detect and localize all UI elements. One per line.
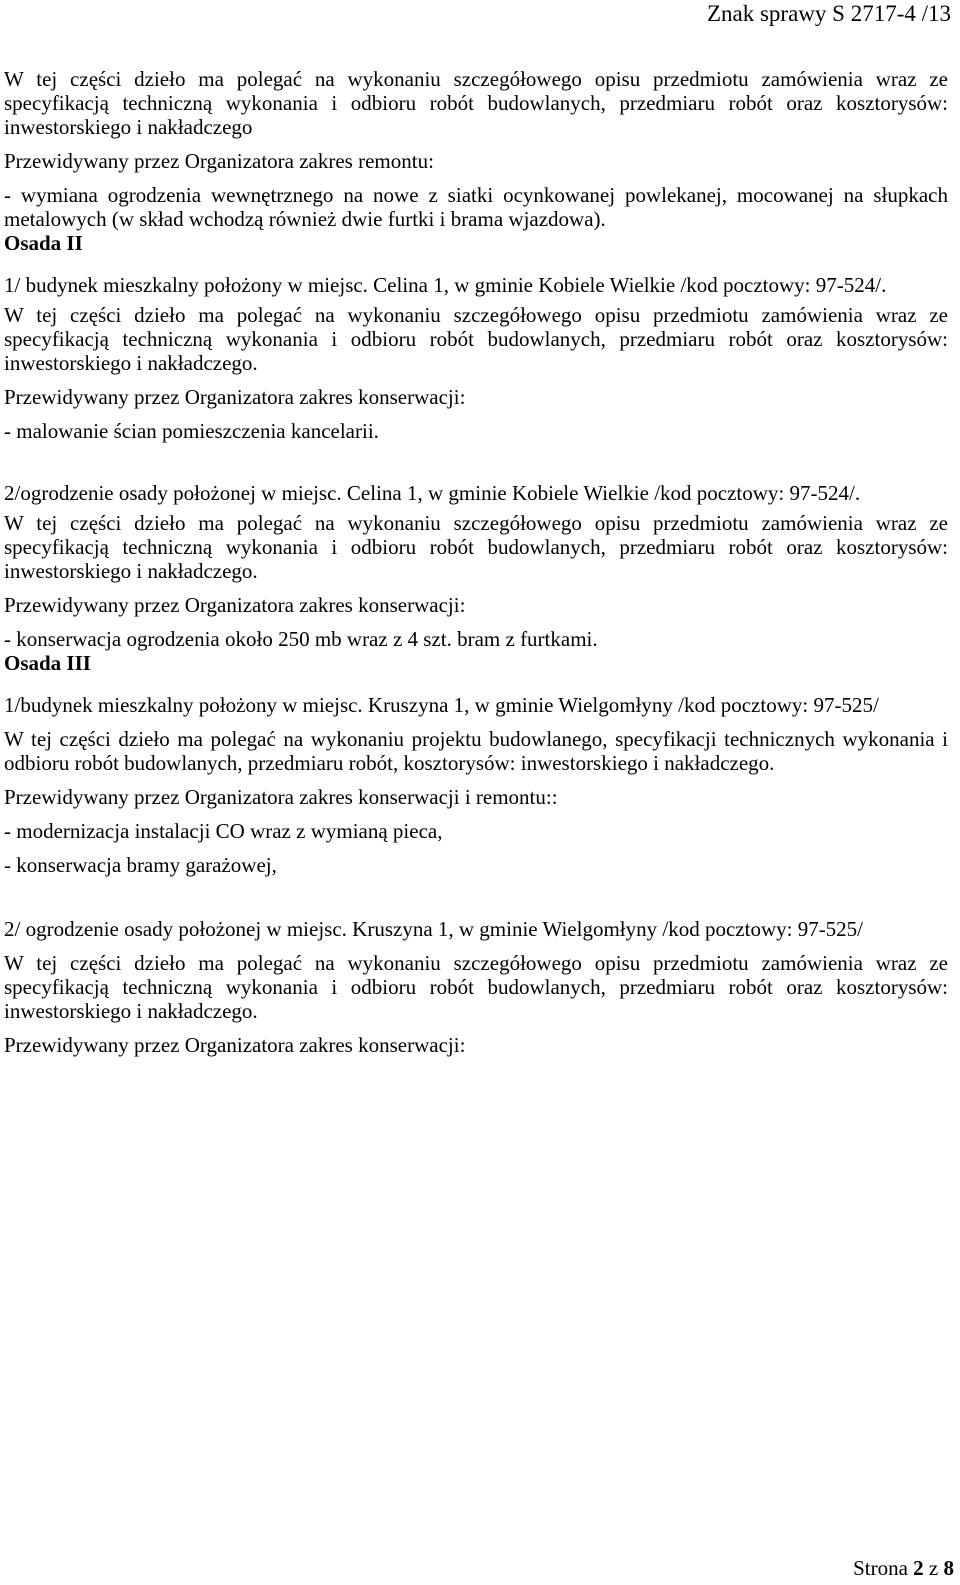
page-of: z <box>928 1556 939 1580</box>
heading-osada-ii: Osada II <box>4 231 83 255</box>
page-label: Strona <box>853 1556 908 1580</box>
paragraph-scope-osada2-building: W tej części dzieło ma polegać na wykonaniu szczegółowego opisu przedmiotu zamówienia wraz ze specyfikacją techniczną wykonania i odbioru robót budowlanych, przedmiaru robót oraz kosztorysów: inwestorskiego i nakładczego. <box>4 303 948 375</box>
paragraph-fence-replacement: - wymiana ogrodzenia wewnętrznego na nowe z siatki ocynkowanej powlekanej, mocowanej na słupkach metalowych (w skład wchodzą również dwie furtki i brama wjazdowa). <box>4 183 948 231</box>
paragraph-osada3-fence: 2/ ogrodzenie osady położonej w miejsc. Kruszyna 1, w gminie Wielgomłyny /kod pocztowy: 97-525/ <box>4 917 864 941</box>
paragraph-scope-osada1: W tej części dzieło ma polegać na wykonaniu szczegółowego opisu przedmiotu zamówienia wraz ze specyfikacją techniczną wykonania i odbioru robót budowlanych, przedmiaru robót oraz kosztorysów: inwestorskiego i nakładczego <box>4 67 948 139</box>
paragraph-osada2-fence: 2/ogrodzenie osady położonej w miejsc. Celina 1, w gminie Kobiele Wielkie /kod pocztowy: 97-524/. <box>4 481 861 505</box>
paragraph-scope-osada3-fence: W tej części dzieło ma polegać na wykonaniu szczegółowego opisu przedmiotu zamówienia wraz ze specyfikacją techniczną wykonania i odbioru robót budowlanych, przedmiaru robót oraz kosztorysów: inwestorskiego i nakładczego. <box>4 951 948 1023</box>
page-number <box>853 1556 954 1580</box>
paragraph-conservation-repair-scope-label: Przewidywany przez Organizatora zakres konserwacji i remontu:: <box>4 785 558 809</box>
paragraph-repair-scope-label: Przewidywany przez Organizatora zakres remontu: <box>4 149 434 173</box>
current-page: 2 <box>913 1556 924 1580</box>
paragraph-garage-gate: - konserwacja bramy garażowej, <box>4 853 277 877</box>
paragraph-osada2-building: 1/ budynek mieszkalny położony w miejsc. Celina 1, w gminie Kobiele Wielkie /kod pocztowy: 97-524/. <box>4 273 887 297</box>
paragraph-conservation-scope-label: Przewidywany przez Organizatora zakres konserwacji: <box>4 385 466 409</box>
heading-osada-iii: Osada III <box>4 651 91 675</box>
paragraph-conservation-scope-label-3: Przewidywany przez Organizatora zakres konserwacji: <box>4 1033 466 1057</box>
paragraph-fence-conservation: - konserwacja ogrodzenia około 250 mb wraz z 4 szt. bram z furtkami. <box>4 627 598 651</box>
paragraph-heating-modernization: - modernizacja instalacji CO wraz z wymianą pieca, <box>4 819 443 843</box>
total-pages: 8 <box>943 1556 954 1580</box>
paragraph-conservation-scope-label-2: Przewidywany przez Organizatora zakres konserwacji: <box>4 593 466 617</box>
document-body <box>4 67 948 1057</box>
paragraph-scope-osada3-building: W tej części dzieło ma polegać na wykonaniu projektu budowlanego, specyfikacji technicznych wykonania i odbioru robót budowlanych, przedmiaru robót, kosztorysów: inwestorskiego i nakładczego. <box>4 727 948 775</box>
paragraph-scope-osada2-fence: W tej części dzieło ma polegać na wykonaniu szczegółowego opisu przedmiotu zamówienia wraz ze specyfikacją techniczną wykonania i odbioru robót budowlanych, przedmiaru robót oraz kosztorysów: inwestorskiego i nakładczego. <box>4 511 948 583</box>
paragraph-osada3-building: 1/budynek mieszkalny położony w miejsc. Kruszyna 1, w gminie Wielgomłyny /kod pocztowy: 97-525/ <box>4 693 879 717</box>
paragraph-painting-walls: - malowanie ścian pomieszczenia kancelarii. <box>4 419 379 443</box>
case-number: Znak sprawy S 2717-4 /13 <box>706 1 951 26</box>
